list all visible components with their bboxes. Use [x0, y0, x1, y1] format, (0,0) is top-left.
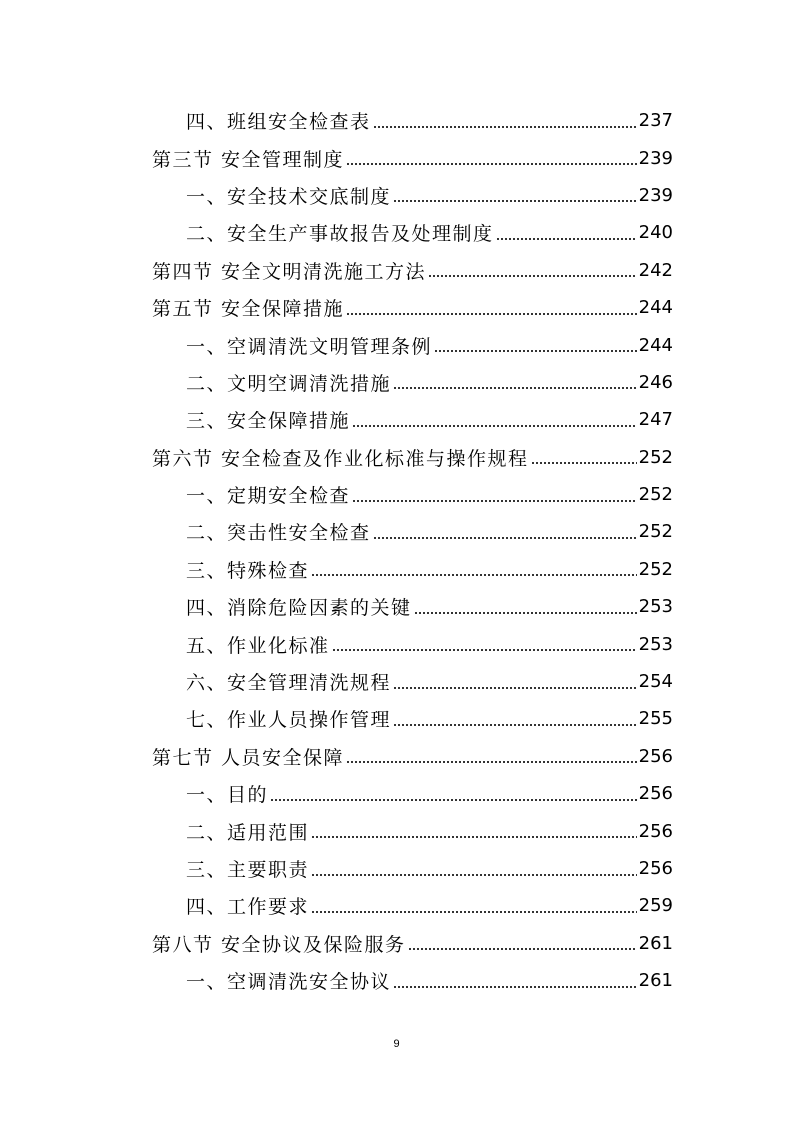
toc-section-entry[interactable]	[0, 925, 793, 962]
toc-entry-page-number: 252	[638, 521, 673, 543]
toc-entry-label: 二、文明空调清洗措施	[186, 372, 392, 395]
toc-subsection-entry[interactable]	[0, 102, 793, 139]
toc-subsection-entry[interactable]	[0, 326, 793, 363]
toc-dot-leader	[352, 425, 637, 427]
toc-dot-leader	[393, 986, 637, 988]
toc-entry-page-number: 253	[638, 633, 673, 655]
toc-entry-page-number: 252	[638, 558, 673, 580]
toc-entry-label: 四、班组安全检查表	[186, 111, 371, 134]
toc-subsection-entry[interactable]	[0, 887, 793, 924]
toc-dot-leader	[311, 836, 637, 838]
toc-entry-page-number: 246	[638, 371, 673, 393]
toc-entry-label: 四、消除危险因素的关键	[186, 597, 412, 620]
page-number: 9	[393, 1038, 400, 1050]
toc-entry-page-number: 255	[638, 708, 673, 730]
toc-entry-label: 六、安全管理清洗规程	[186, 672, 392, 695]
toc-entry-label: 三、安全保障措施	[186, 410, 351, 433]
toc-dot-leader	[346, 761, 637, 763]
toc-section-entry[interactable]	[0, 139, 793, 176]
toc-entry-label: 五、作业化标准	[186, 634, 330, 657]
toc-entry-page-number: 253	[638, 596, 673, 618]
toc-subsection-entry[interactable]	[0, 214, 793, 251]
toc-entry-page-number: 256	[638, 745, 673, 767]
toc-dot-leader	[531, 462, 637, 464]
toc-subsection-entry[interactable]	[0, 401, 793, 438]
toc-dot-leader	[311, 574, 637, 576]
toc-subsection-entry[interactable]	[0, 775, 793, 812]
toc-subsection-entry[interactable]	[0, 364, 793, 401]
toc-entry-page-number: 261	[638, 932, 673, 954]
toc-dot-leader	[373, 126, 637, 128]
toc-entry-label: 第六节 安全检查及作业化标准与操作规程	[152, 447, 529, 470]
toc-section-entry[interactable]	[0, 439, 793, 476]
toc-entry-label: 第八节 安全协议及保险服务	[152, 933, 406, 956]
toc-entry-page-number: 256	[638, 783, 673, 805]
toc-dot-leader	[346, 313, 637, 315]
toc-dot-leader	[414, 612, 637, 614]
toc-entry-label: 二、适用范围	[186, 821, 310, 844]
toc-subsection-entry[interactable]	[0, 513, 793, 550]
toc-dot-leader	[393, 724, 637, 726]
toc-entry-page-number: 237	[638, 110, 673, 132]
toc-dot-leader	[393, 200, 637, 202]
toc-entry-label: 二、安全生产事故报告及处理制度	[186, 223, 494, 246]
toc-entry-label: 一、目的	[186, 784, 269, 807]
toc-entry-page-number: 244	[638, 297, 673, 319]
toc-entry-page-number: 261	[638, 970, 673, 992]
toc-dot-leader	[393, 387, 637, 389]
toc-subsection-entry[interactable]	[0, 588, 793, 625]
toc-entry-page-number: 256	[638, 858, 673, 879]
toc-entry-label: 一、安全技术交底制度	[186, 185, 392, 208]
toc-entry-page-number: 239	[638, 147, 673, 169]
toc-entry-label: 三、特殊检查	[186, 559, 310, 582]
toc-subsection-entry[interactable]	[0, 663, 793, 700]
toc-dot-leader	[311, 911, 637, 913]
toc-entry-page-number: 242	[638, 259, 673, 281]
toc-entry-page-number: 256	[638, 820, 673, 842]
toc-entry-label: 三、主要职责	[186, 859, 310, 881]
toc-entry-label: 二、突击性安全检查	[186, 522, 371, 545]
toc-dot-leader	[352, 500, 637, 502]
toc-entry-page-number: 259	[638, 895, 673, 917]
toc-entry-page-number: 240	[638, 222, 673, 244]
toc-entry-label: 一、空调清洗文明管理条例	[186, 335, 433, 358]
toc-entry-page-number: 247	[638, 409, 673, 431]
toc-dot-leader	[408, 948, 637, 950]
toc-subsection-entry[interactable]	[0, 962, 793, 999]
toc-entry-page-number: 254	[638, 671, 673, 693]
toc-subsection-entry[interactable]	[0, 476, 793, 513]
toc-dot-leader	[428, 275, 637, 277]
toc-entry-page-number: 239	[638, 184, 673, 206]
toc-entry-label: 第五节 安全保障措施	[152, 298, 345, 321]
toc-entry-label: 第七节 人员安全保障	[152, 746, 345, 769]
toc-dot-leader	[373, 537, 637, 539]
toc-dot-leader	[270, 799, 637, 801]
toc-entry-page-number: 252	[638, 484, 673, 506]
toc-dot-leader	[496, 238, 637, 240]
toc-dot-leader	[346, 163, 637, 165]
toc-dot-leader	[393, 687, 637, 689]
toc-subsection-entry[interactable]	[0, 700, 793, 737]
toc-entry-label: 第三节 安全管理制度	[152, 148, 345, 171]
toc-section-entry[interactable]	[0, 738, 793, 775]
toc-subsection-entry[interactable]	[0, 177, 793, 214]
table-of-contents	[0, 102, 793, 999]
toc-subsection-entry[interactable]	[0, 812, 793, 849]
toc-entry-page-number: 252	[638, 446, 673, 468]
toc-entry-label: 一、定期安全检查	[186, 485, 351, 508]
toc-entry-label: 一、空调清洗安全协议	[186, 971, 392, 994]
toc-subsection-entry[interactable]	[0, 551, 793, 588]
toc-dot-leader	[332, 649, 637, 651]
toc-dot-leader	[434, 350, 637, 352]
toc-entry-page-number: 244	[638, 334, 673, 356]
toc-entry-label: 第四节 安全文明清洗施工方法	[152, 260, 427, 283]
toc-entry-label: 四、工作要求	[186, 896, 310, 919]
toc-dot-leader	[311, 874, 637, 876]
toc-subsection-entry[interactable]	[0, 850, 793, 887]
toc-entry-label: 七、作业人员操作管理	[186, 709, 392, 732]
toc-subsection-entry[interactable]	[0, 625, 793, 662]
toc-section-entry[interactable]	[0, 289, 793, 326]
toc-section-entry[interactable]	[0, 252, 793, 289]
